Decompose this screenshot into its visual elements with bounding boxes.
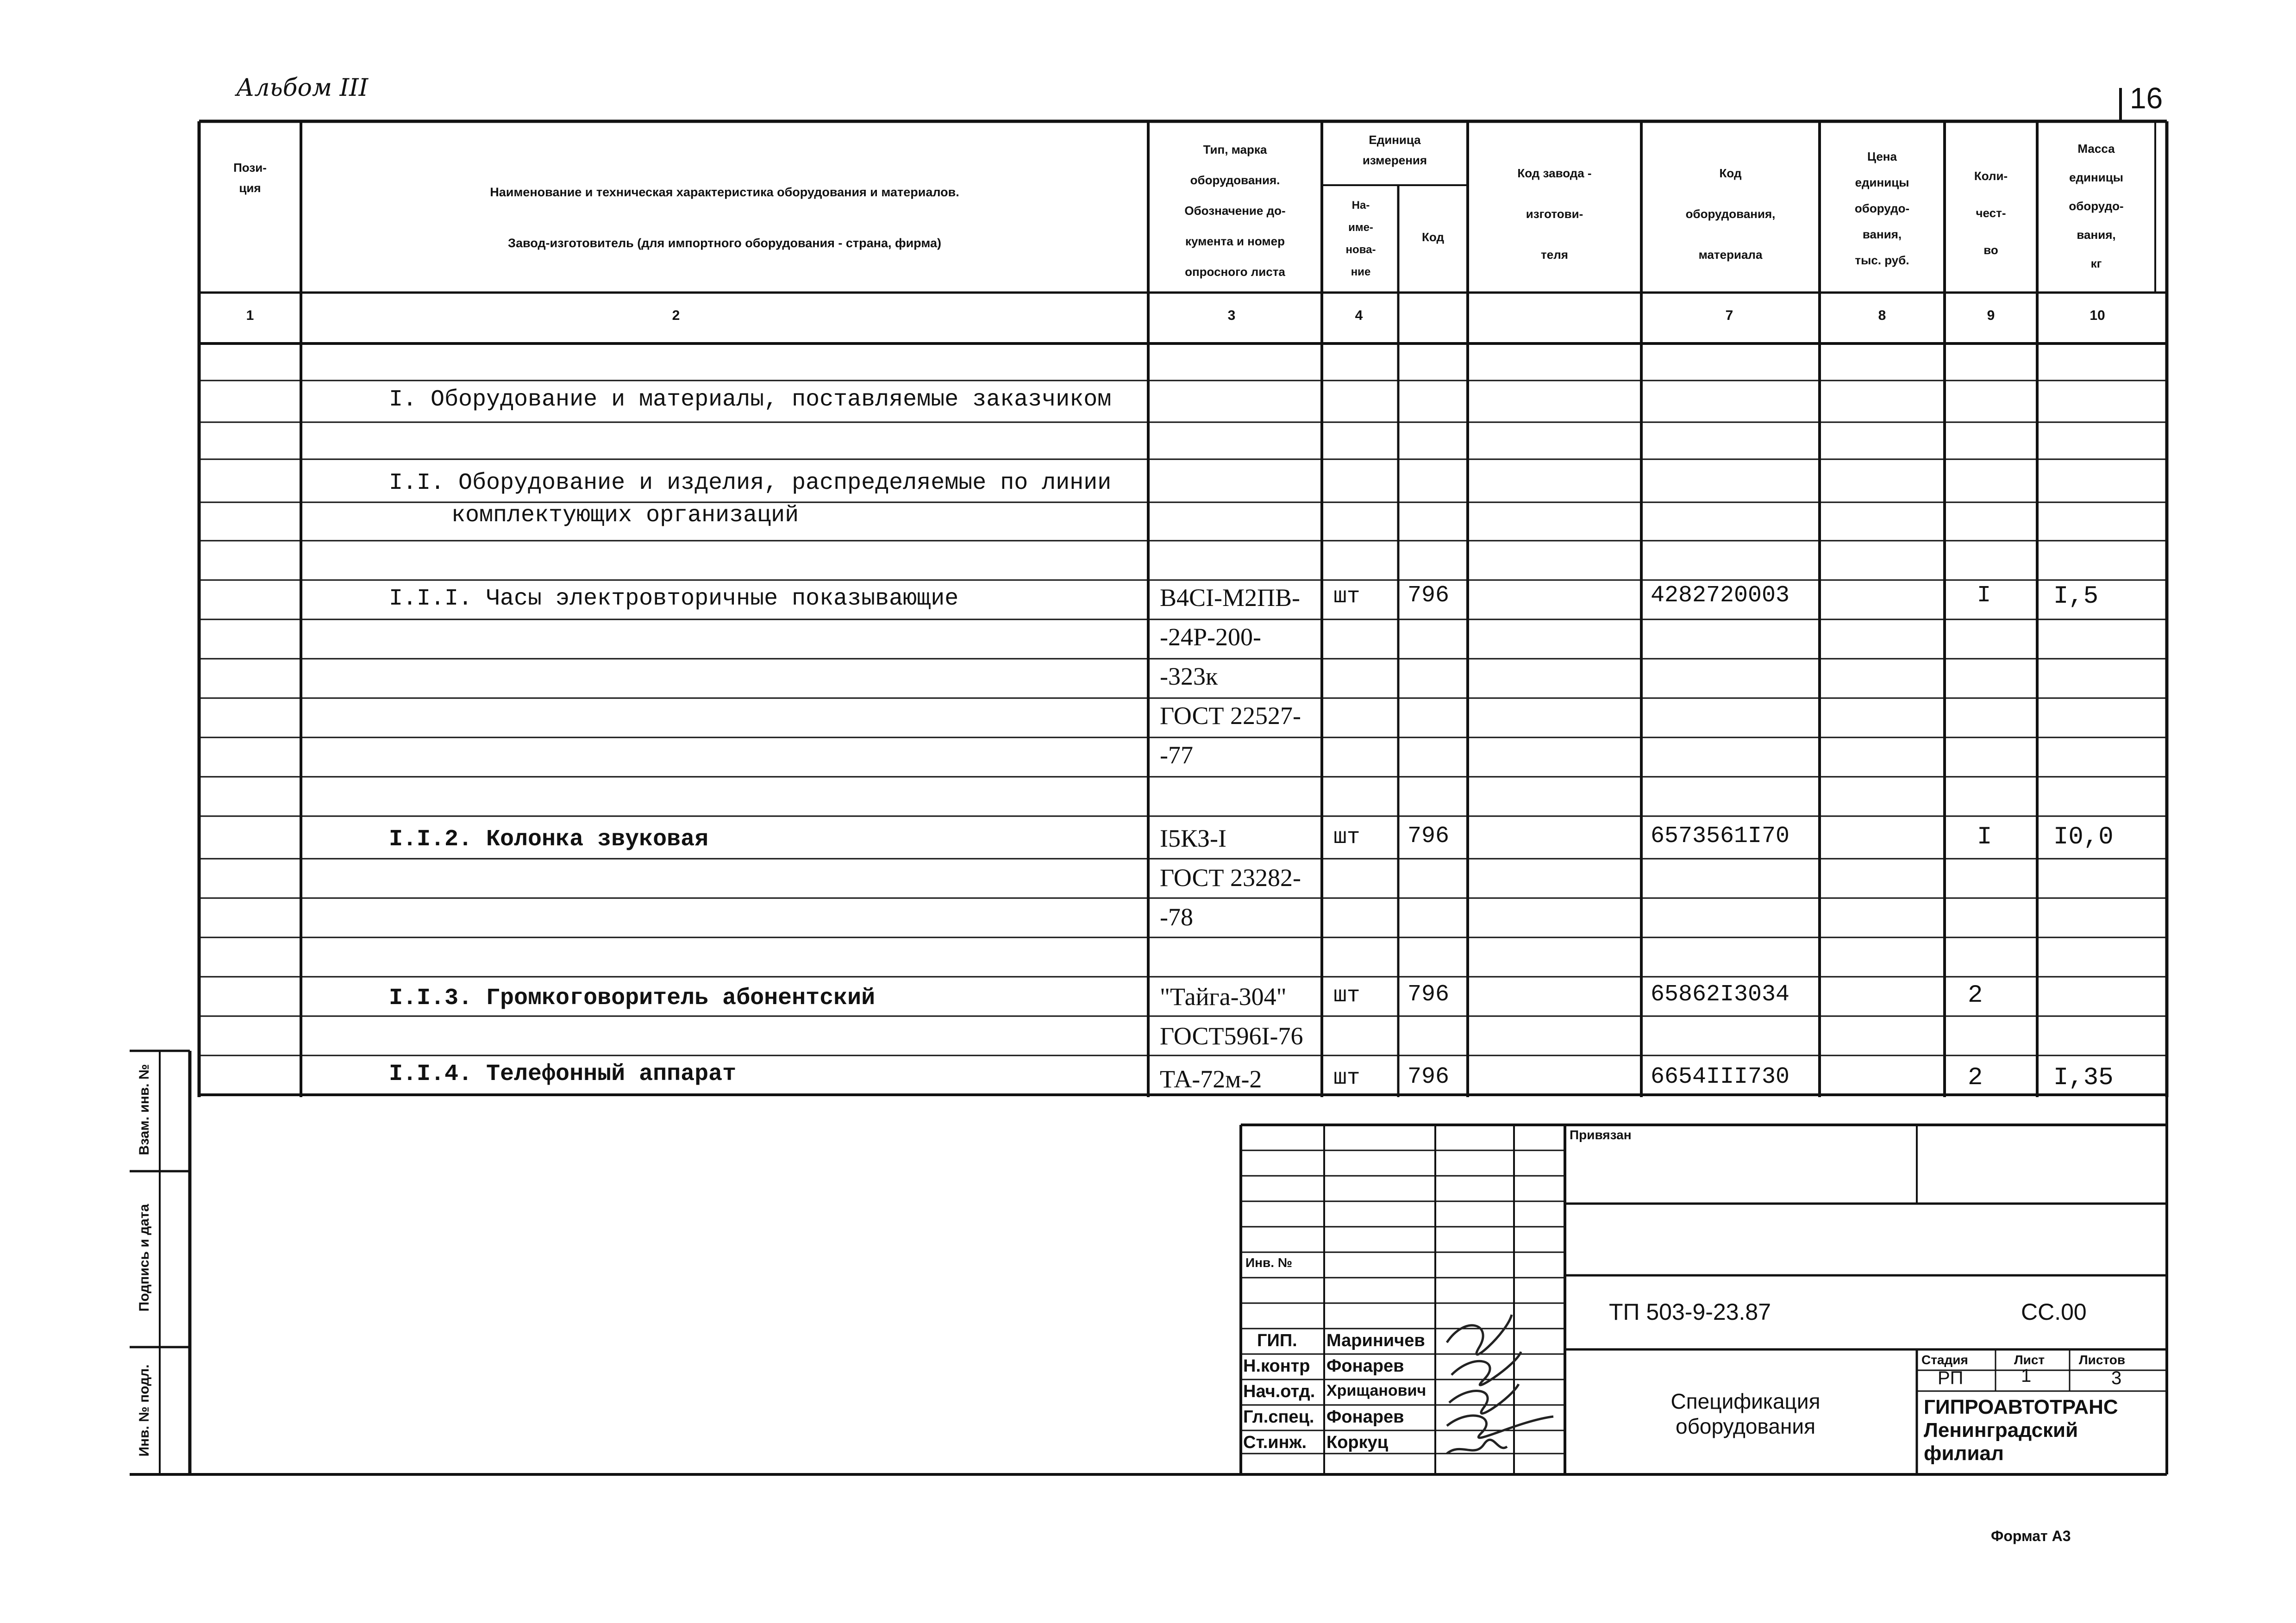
item-type-line: -77 (1160, 741, 1193, 769)
sig-name: Мариничев (1326, 1331, 1425, 1350)
item-type-line: ТА-72м-2 (1160, 1065, 1262, 1093)
colnum-8: 8 (1878, 308, 1886, 323)
item-name: I.I.4. Телефонный аппарат (389, 1061, 737, 1087)
colnum-10: 10 (2090, 308, 2105, 323)
document-title: Спецификация оборудования (1670, 1389, 1821, 1438)
item-equipment-code: 6654III730 (1651, 1064, 1790, 1090)
sheet-label: Лист (2014, 1353, 2045, 1367)
header-quantity: Коли- чест- во (1974, 169, 2008, 257)
item-name: I.I.3. Громкоговоритель абонентский (389, 985, 876, 1011)
sig-role: Нач.отд. (1243, 1382, 1315, 1401)
sheets-value: 3 (2111, 1368, 2122, 1388)
item-name: I.I.2. Колонка звуковая (389, 826, 709, 853)
colnum-2: 2 (672, 308, 680, 323)
format-label: Формат А3 (1991, 1528, 2071, 1544)
header-name: Наименование и техническая характеристика оборудования и материалов. Завод-изготовитель (для импортного оборудования - страна, фирма) (490, 185, 959, 250)
colnum-7: 7 (1725, 308, 1733, 323)
header-unit-name: На- име- нова- ние (1345, 199, 1376, 278)
header-equipment-code: Код оборудования, материала (1685, 166, 1776, 262)
item-name: I.I.I. Часы электровторичные показывающие (389, 586, 959, 612)
colnum-3: 3 (1227, 308, 1236, 323)
header-unit-code: Код (1422, 230, 1444, 244)
sig-name: Фонарев (1326, 1407, 1404, 1427)
header-unit-group: Единица измерения (1362, 133, 1427, 167)
item-unit: шт (1333, 584, 1360, 609)
document-code: СС.00 (2021, 1299, 2087, 1325)
item-quantity: 2 (1968, 1064, 1983, 1092)
sheet-value: 1 (2021, 1366, 2032, 1386)
side-stamp-vzam: Взам. инв. № (137, 1064, 152, 1155)
stage-value: РП (1938, 1368, 1964, 1388)
section-title: I. Оборудование и материалы, поставляемые заказчиком (389, 387, 1112, 413)
item-unit: шт (1333, 983, 1360, 1008)
item-quantity: I (1977, 582, 1991, 609)
item-type-line: -323к (1160, 662, 1218, 690)
sig-name: Хрищанович (1326, 1382, 1426, 1399)
item-type-line: ГОСТ596I-76 (1160, 1022, 1303, 1050)
item-type-line: -24Р-200- (1160, 623, 1261, 651)
sig-name: Коркуц (1326, 1433, 1389, 1452)
side-stamp-inv-orig: Инв. № подл. (137, 1364, 152, 1457)
inv-no-label: Инв. № (1245, 1255, 1293, 1270)
handwritten-signatures (1438, 1305, 1567, 1463)
subsection-title-line1: I.I. Оборудование и изделия, распределяемые по линии (389, 470, 1112, 496)
item-type-line: "Тайга-304" (1160, 983, 1287, 1011)
item-type-line: ГОСТ 23282- (1160, 864, 1301, 892)
colnum-4: 4 (1355, 308, 1363, 323)
sig-role: ГИП. (1257, 1331, 1297, 1350)
side-stamp-sign-date: Подпись и дата (137, 1204, 152, 1312)
album-note: Альбом III (236, 74, 369, 102)
item-quantity: 2 (1968, 981, 1983, 1010)
item-unit: шт (1333, 825, 1360, 850)
item-mass: I0,0 (2053, 823, 2114, 851)
item-quantity: I (1977, 823, 1992, 851)
sheets-label: Листов (2079, 1353, 2126, 1367)
item-mass: I,35 (2053, 1064, 2114, 1092)
item-unit-code: 796 (1408, 1064, 1450, 1090)
item-unit: шт (1333, 1066, 1360, 1091)
header-position: Пози- ция (233, 161, 267, 195)
item-equipment-code: 65862I3034 (1651, 981, 1790, 1008)
item-type-line: -78 (1160, 903, 1193, 931)
colnum-9: 9 (1987, 308, 1995, 323)
item-equipment-code: 4282720003 (1651, 582, 1790, 609)
stage-label: Стадия (1921, 1353, 1968, 1367)
item-type-line: В4СI-М2ПВ- (1160, 584, 1301, 612)
document-designation: ТП 503-9-23.87 (1609, 1299, 1771, 1325)
sig-role: Ст.инж. (1243, 1433, 1307, 1452)
item-unit-code: 796 (1408, 582, 1450, 609)
header-factory-code: Код завода - изготови- теля (1517, 166, 1592, 262)
sig-name: Фонарев (1326, 1356, 1404, 1376)
item-type-line: ГОСТ 22527- (1160, 702, 1301, 730)
header-type: Тип, марка оборудования. Обозначение до- кумента и номер опросного листа (1184, 143, 1286, 279)
item-type-line: I5КЗ-I (1160, 824, 1227, 852)
item-unit-code: 796 (1408, 981, 1450, 1008)
sheet-number: 16 (2130, 81, 2163, 115)
item-mass: I,5 (2053, 582, 2099, 611)
item-equipment-code: 6573561I70 (1651, 823, 1790, 849)
header-mass: Масса единицы оборудо- вания, кг (2069, 142, 2124, 270)
subsection-title-line2: комплектующих организаций (451, 502, 799, 529)
sig-role: Н.контр (1243, 1356, 1310, 1376)
item-unit-code: 796 (1408, 823, 1450, 849)
privyazan-label: Привязан (1570, 1128, 1632, 1142)
organization: ГИПРОАВТОТРАНС Ленинградский филиал (1924, 1396, 2118, 1465)
colnum-1: 1 (246, 308, 254, 323)
sig-role: Гл.спец. (1243, 1407, 1314, 1427)
header-price: Цена единицы оборудо- вания, тыс. руб. (1854, 150, 1910, 267)
